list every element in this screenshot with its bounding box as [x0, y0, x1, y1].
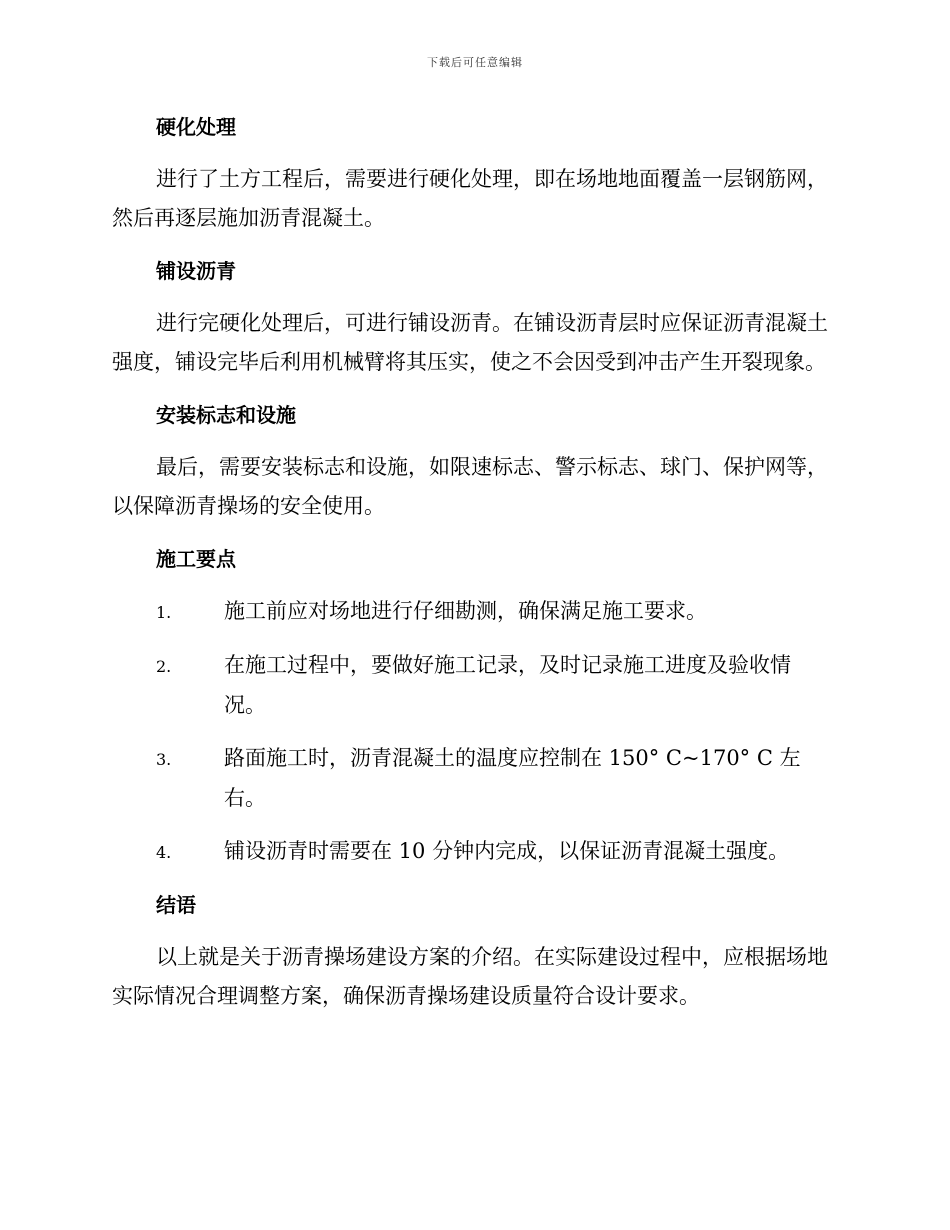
- section-heading-signs-facilities: 安装标志和设施: [156, 403, 296, 427]
- key-point-number: 1.: [156, 603, 172, 622]
- header-note: 下载后可任意编辑: [427, 56, 523, 69]
- key-point-item: [112, 646, 832, 725]
- section-heading-hardening: 硬化处理: [156, 115, 236, 139]
- key-point-text: 路面施工时，沥青混凝土的温度应控制在 150° C~170° C 左右。: [224, 746, 801, 810]
- section-paragraph-asphalt-paving: 进行完硬化处理后，可进行铺设沥青。在铺设沥青层时应保证沥青混凝土强度，铺设完毕后利用机械臂将其压实，使之不会因受到冲击产生开裂现象。: [112, 311, 828, 374]
- key-point-item: [112, 592, 832, 632]
- key-point-text: 在施工过程中，要做好施工记录，及时记录施工进度及验收情况。: [224, 653, 791, 717]
- section-paragraph-conclusion: 以上就是关于沥青操场建设方案的介绍。在实际建设过程中，应根据场地实际情况合理调整方案，确保沥青操场建设质量符合设计要求。: [112, 945, 828, 1008]
- section-heading-key-points: 施工要点: [156, 547, 236, 571]
- section-paragraph-signs-facilities: 最后，需要安装标志和设施，如限速标志、警示标志、球门、保护网等，以保障沥青操场的安全使用。: [112, 455, 828, 518]
- section-heading-conclusion: 结语: [156, 893, 196, 917]
- key-point-item: [112, 739, 832, 818]
- key-point-number: 2.: [156, 657, 172, 676]
- section-heading-asphalt-paving: 铺设沥青: [156, 259, 236, 283]
- key-point-item: [112, 832, 832, 872]
- key-point-text: 施工前应对场地进行仔细勘测，确保满足施工要求。: [224, 599, 707, 623]
- document-body: [112, 108, 832, 1016]
- key-point-number: 3.: [156, 750, 172, 769]
- section-paragraph-hardening: 进行了土方工程后，需要进行硬化处理，即在场地地面覆盖一层钢筋网，然后再逐层施加沥青混凝土。: [112, 167, 828, 230]
- key-point-number: 4.: [156, 843, 172, 862]
- key-point-text: 铺设沥青时需要在 10 分钟内完成，以保证沥青混凝土强度。: [224, 839, 790, 863]
